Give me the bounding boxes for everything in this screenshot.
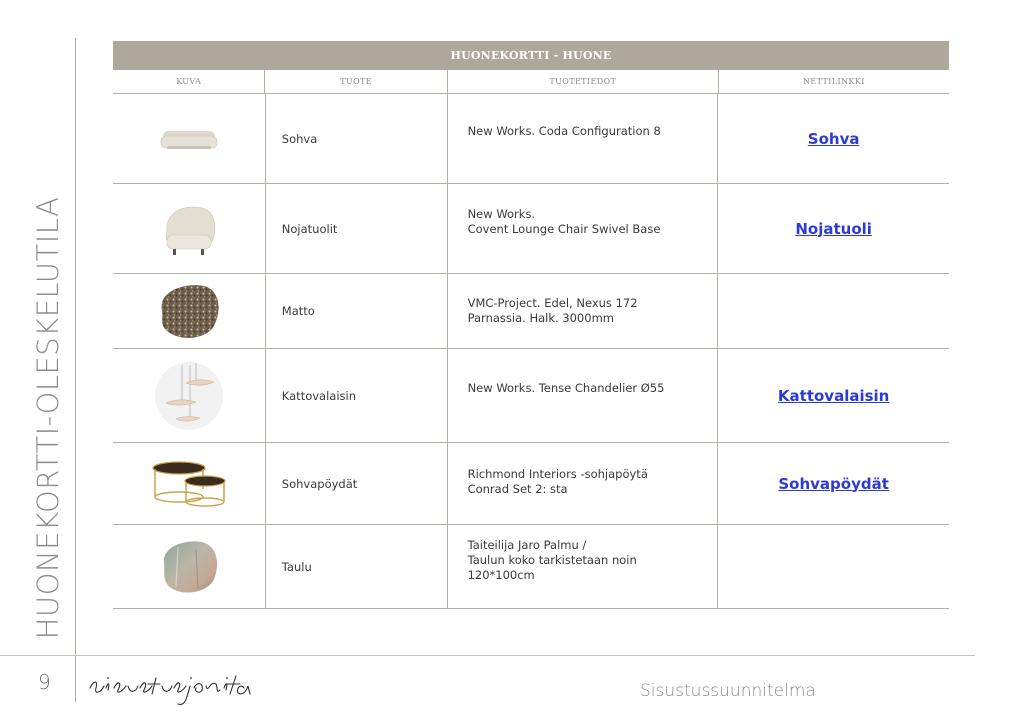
coffee-tables-image	[149, 459, 229, 509]
product-details-cell	[448, 525, 719, 608]
painting-image	[156, 537, 222, 597]
product-image-cell	[113, 525, 266, 608]
product-details-cell	[448, 274, 719, 348]
product-image-cell	[113, 443, 266, 524]
link-cell	[718, 94, 949, 183]
detail-line: Taiteilija Jaro Palmu /	[467, 538, 587, 552]
product-name: Nojatuolit	[281, 221, 338, 236]
link-sohvapoydat[interactable]: Sohvapöydät	[778, 474, 889, 493]
detail-line: Conrad Set 2: sta	[467, 482, 568, 496]
table-row	[113, 349, 949, 443]
link-kattovalaisin[interactable]: Kattovalaisin	[777, 386, 890, 405]
table-row	[113, 94, 949, 184]
product-image-cell	[113, 349, 266, 442]
armchair-image	[157, 199, 221, 259]
product-name: Matto	[281, 304, 315, 318]
link-cell	[718, 443, 949, 524]
room-card-table	[113, 41, 949, 609]
detail-line: Covent Lounge Chair Swivel Base	[467, 222, 661, 236]
product-image-cell	[113, 184, 266, 273]
product-details-cell	[448, 349, 719, 442]
header-nettilinkki: NETTILINKKI	[803, 77, 865, 86]
product-name: Sohva	[281, 131, 318, 146]
link-cell	[718, 525, 949, 608]
detail-line: Richmond Interiors -sohjapöytä	[467, 467, 648, 481]
product-name-cell	[266, 349, 448, 442]
header-tuotetiedot: TUOTETIEDOT	[448, 70, 719, 93]
detail-line: Taulun koko tarkistetaan noin	[467, 553, 637, 567]
link-cell	[718, 274, 949, 348]
product-name-cell	[266, 525, 448, 608]
table-header-row	[113, 70, 949, 94]
product-image-cell	[113, 94, 266, 183]
detail-line: New Works.	[467, 207, 536, 221]
page-number: 9	[38, 670, 51, 694]
product-name: Taulu	[281, 559, 312, 574]
product-name-cell	[266, 274, 448, 348]
detail-line: VMC-Project. Edel, Nexus 172	[467, 296, 638, 310]
detail-line: New Works. Tense Chandelier Ø55	[467, 381, 665, 395]
product-image-cell	[113, 274, 266, 348]
detail-line: New Works. Coda Configuration 8	[467, 124, 661, 138]
detail-line: Parnassia. Halk. 3000mm	[467, 311, 614, 325]
header-tuote: TUOTE	[265, 70, 447, 93]
left-divider	[75, 38, 76, 702]
table-title: HUONEKORTTI - HUONE	[113, 41, 949, 70]
table-row	[113, 443, 949, 525]
table-row	[113, 184, 949, 274]
product-details-cell	[448, 184, 719, 273]
detail-line: 120*100cm	[467, 568, 535, 582]
footer-divider	[0, 655, 975, 656]
side-title: HUONEKORTTI-OLESKELUTILA	[31, 196, 65, 640]
link-nojatuoli[interactable]: Nojatuoli	[795, 219, 872, 238]
product-name-cell	[266, 94, 448, 183]
rug-image	[154, 280, 224, 342]
product-name: Kattovalaisin	[281, 388, 357, 403]
table-row	[113, 525, 949, 609]
chandelier-image	[152, 361, 226, 431]
sofa-image	[159, 124, 219, 154]
link-cell	[718, 184, 949, 273]
product-name-cell	[266, 443, 448, 524]
table-row	[113, 274, 949, 349]
link-sohva[interactable]: Sohva	[807, 129, 860, 148]
header-kuva: KUVA	[113, 70, 265, 93]
product-name-cell	[266, 184, 448, 273]
link-cell	[718, 349, 949, 442]
product-details-cell	[448, 94, 719, 183]
document-title: Sisustussuunnitelma	[640, 681, 816, 701]
sisustusjonita-logo	[86, 658, 266, 708]
product-details-cell	[448, 443, 719, 524]
product-name: Sohvapöydät	[281, 476, 358, 491]
